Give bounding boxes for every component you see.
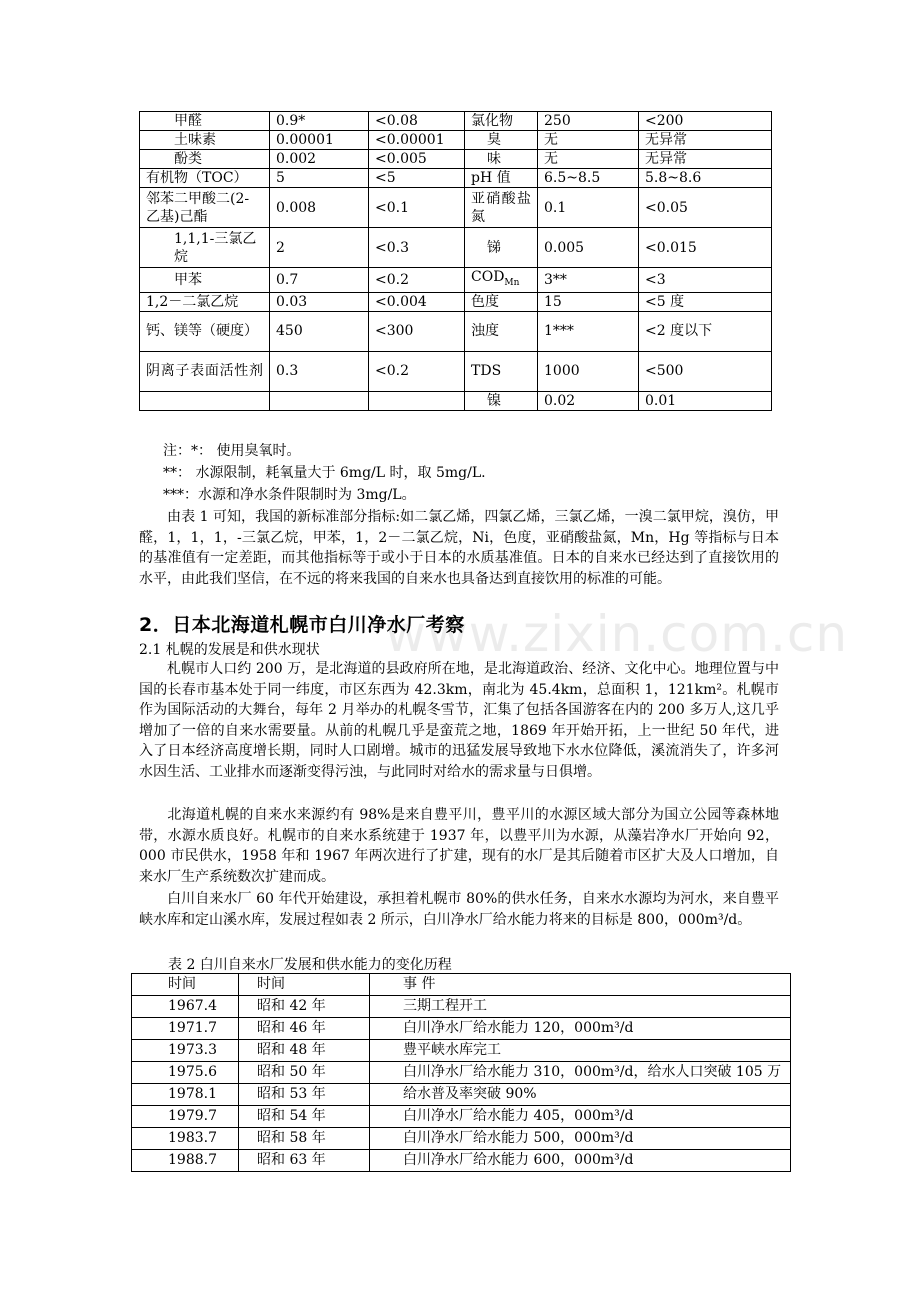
- table-row: [132, 1018, 791, 1040]
- table-row: [132, 1128, 791, 1150]
- water-quality-table: [139, 111, 772, 411]
- paragraph-3: 北海道札幌的自来水来源约有 98%是来自豊平川，豊平川的水源区域大部分为国立公园等森林地带，水源水质良好。札幌市的自来水系统建于 1937 年，以豊平川为水源，从藻岩净水厂开始向 92，000 市民供水，1958 年和 1967 年两次进行了扩建，现有的水厂是其后随着市区扩大及人口增加，自来水厂生产系统数次扩建而成。: [139, 807, 779, 885]
- table-cell: 1,1,1-三氯乙烷: [140, 228, 270, 268]
- table-note-2: **： 水源限制，耗氧量大于 6mg/L 时，取 5mg/L.: [163, 465, 486, 481]
- watermark: www.zixin.com.cn: [385, 605, 849, 663]
- table-cell: 0.00001: [270, 131, 369, 150]
- table-cell: <500: [639, 351, 772, 391]
- table-cell: 1000: [538, 351, 639, 391]
- paragraph-2: 札幌市人口约 200 万，是北海道的县政府所在地，是北海道政治、经济、文化中心。地理位置与中国的长春市基本处于同一纬度，市区东西为 42.3km，南北为 45.4km，总面积 1，121km²。札幌市作为国际活动的大舞台，每年 2 月举办的札幌冬雪节，汇集了包括各国游客在内的 200 多万人,这几乎增加了一倍的自来水需要量。从前的札幌几乎是蛮荒之地，1869 年开始开拓，上一世纪 50 年代，进入了日本经济高度增长期，同时人口剧增。城市的迅猛发展导致地下水水位降低，溪流消失了，许多河水因生活、工业排水而逐渐变得污浊，与此同时对给水的需求量与日俱增。: [139, 661, 779, 780]
- table-cell: 氯化物: [465, 112, 538, 131]
- table-cell: 无: [538, 150, 639, 169]
- table-row: [140, 351, 772, 391]
- table-cell: <5: [369, 169, 465, 188]
- table-cell: 邻苯二甲酸二(2-乙基)己酯: [140, 188, 270, 228]
- table-cell: $COD_{Mn}$: [465, 268, 538, 293]
- table-cell: 15: [538, 292, 639, 311]
- table-cell: 钙、镁等（硬度）: [140, 311, 270, 351]
- table-cell: 白川净水厂给水能力 120，000m³/d: [370, 1018, 791, 1040]
- table-row: [132, 1106, 791, 1128]
- table-cell: 无: [538, 131, 639, 150]
- table-row: [140, 292, 772, 311]
- table-cell: 锑: [465, 228, 538, 268]
- table-cell: <0.1: [369, 188, 465, 228]
- table-cell: 甲苯: [140, 268, 270, 293]
- table-row: [140, 391, 772, 410]
- table-cell: <0.00001: [369, 131, 465, 150]
- table-note-3: ***：水源和净水条件限制时为 3mg/L。: [163, 487, 416, 503]
- table-cell: <0.2: [369, 268, 465, 293]
- table-cell: 1971.7: [132, 1018, 239, 1040]
- table-cell: 1983.7: [132, 1128, 239, 1150]
- table-note-1: 注：*： 使用臭氧时。: [163, 443, 301, 459]
- table-cell: <3: [639, 268, 772, 293]
- table-cell: 镍: [465, 391, 538, 410]
- table-row: [132, 1040, 791, 1062]
- table-cell: 白川净水厂给水能力 405，000m³/d: [370, 1106, 791, 1128]
- history-table: [131, 973, 791, 1172]
- table-row: [140, 188, 772, 228]
- table-row: [140, 169, 772, 188]
- table-cell: <0.004: [369, 292, 465, 311]
- table-cell: <0.2: [369, 351, 465, 391]
- paragraph-4: 白川自来水厂 60 年代开始建设，承担着札幌市 80%的供水任务，自来水水源均为河水，来自豊平峡水库和定山溪水库，发展过程如表 2 所示，白川净水厂给水能力将来的目标是 800，000m³/d。: [139, 891, 779, 928]
- table-cell: 有机物（TOC）: [140, 169, 270, 188]
- table-cell: 豊平峡水库完工: [370, 1040, 791, 1062]
- table-cell: 白川净水厂给水能力 310，000m³/d，给水人口突破 105 万: [370, 1062, 791, 1084]
- table-cell: 浊度: [465, 311, 538, 351]
- table-cell: 1,2－二氯乙烷: [140, 292, 270, 311]
- table-row: [132, 1062, 791, 1084]
- table-cell: 酚类: [140, 150, 270, 169]
- table-cell: [369, 391, 465, 410]
- section-title: 2．日本北海道札幌市白川净水厂考察: [139, 614, 465, 636]
- table-row: [140, 131, 772, 150]
- table-row: [132, 1084, 791, 1106]
- table-cell: 0.02: [538, 391, 639, 410]
- table-cell: 色度: [465, 292, 538, 311]
- table-cell: <0.08: [369, 112, 465, 131]
- table-cell: 3**: [538, 268, 639, 293]
- subsection-title: 2.1 札幌的发展是和供水现状: [139, 642, 320, 658]
- table-cell: 白川净水厂给水能力 500，000m³/d: [370, 1128, 791, 1150]
- table-cell: 阴离子表面活性剂: [140, 351, 270, 391]
- column-header: 时间: [132, 974, 239, 996]
- table-row: [140, 150, 772, 169]
- column-header: 事 件: [370, 974, 791, 996]
- table-cell: 1988.7: [132, 1150, 239, 1172]
- table-cell: 无异常: [639, 150, 772, 169]
- table-cell: <2 度以下: [639, 311, 772, 351]
- table-cell: 臭: [465, 131, 538, 150]
- table-cell: 250: [538, 112, 639, 131]
- table-cell: 2: [270, 228, 369, 268]
- table-cell: 土味素: [140, 131, 270, 150]
- table-cell: 1967.4: [132, 996, 239, 1018]
- table-cell: 0.01: [639, 391, 772, 410]
- table-cell: 0.3: [270, 351, 369, 391]
- table-row: [140, 112, 772, 131]
- table-cell: [140, 391, 270, 410]
- table-cell: 昭和 63 年: [239, 1150, 370, 1172]
- table-cell: 1973.3: [132, 1040, 239, 1062]
- table-cell: 1978.1: [132, 1084, 239, 1106]
- table-cell: 无异常: [639, 131, 772, 150]
- table-cell: pH 值: [465, 169, 538, 188]
- table-row: [132, 996, 791, 1018]
- table-cell: 6.5~8.5: [538, 169, 639, 188]
- table-cell: TDS: [465, 351, 538, 391]
- table-cell: <0.3: [369, 228, 465, 268]
- table-cell: 0.9*: [270, 112, 369, 131]
- table-cell: 亚硝酸盐氮: [465, 188, 538, 228]
- table-row: [140, 228, 772, 268]
- table-cell: 0.008: [270, 188, 369, 228]
- table-cell: 0.7: [270, 268, 369, 293]
- paragraph-1: 由表 1 可知，我国的新标准部分指标:如二氯乙烯，四氯乙烯，三氯乙烯，一溴二氯甲烷，溴仿，甲醛，1，1，1，-三氯乙烷，甲苯，1，2－二氯乙烷，Ni，色度，亚硝酸盐氮，Mn，Hg 等指标与日本的基准值有一定差距，而其他指标等于或小于日本的水质基准值。日本的自来水已经达到了直接饮用的水平，由此我们坚信，在不远的将来我国的自来水也具备达到直接饮用的标准的可能。: [139, 509, 779, 587]
- table-cell: 5: [270, 169, 369, 188]
- table-row: [140, 311, 772, 351]
- table-cell: 1***: [538, 311, 639, 351]
- table-cell: 昭和 58 年: [239, 1128, 370, 1150]
- table-cell: 昭和 48 年: [239, 1040, 370, 1062]
- table-cell: 味: [465, 150, 538, 169]
- table-cell: 甲醛: [140, 112, 270, 131]
- table-cell: 0.005: [538, 228, 639, 268]
- table-cell: <300: [369, 311, 465, 351]
- table-row: [132, 1150, 791, 1172]
- table-cell: 5.8~8.6: [639, 169, 772, 188]
- table-row: [140, 268, 772, 293]
- table-cell: 0.1: [538, 188, 639, 228]
- table-cell: 昭和 50 年: [239, 1062, 370, 1084]
- column-header: 时间: [239, 974, 370, 996]
- table-cell: [270, 391, 369, 410]
- table-cell: 450: [270, 311, 369, 351]
- table-cell: 昭和 53 年: [239, 1084, 370, 1106]
- table-cell: <0.05: [639, 188, 772, 228]
- table-header-row: [132, 974, 791, 996]
- table-cell: <0.015: [639, 228, 772, 268]
- table-cell: 1975.6: [132, 1062, 239, 1084]
- table-cell: 昭和 54 年: [239, 1106, 370, 1128]
- table-cell: 给水普及率突破 90%: [370, 1084, 791, 1106]
- table-cell: 昭和 46 年: [239, 1018, 370, 1040]
- table-cell: 0.03: [270, 292, 369, 311]
- table-cell: <200: [639, 112, 772, 131]
- table-cell: 三期工程开工: [370, 996, 791, 1018]
- table-cell: <5 度: [639, 292, 772, 311]
- table-cell: 白川净水厂给水能力 600，000m³/d: [370, 1150, 791, 1172]
- table-cell: 昭和 42 年: [239, 996, 370, 1018]
- table-cell: 0.002: [270, 150, 369, 169]
- table-cell: 1979.7: [132, 1106, 239, 1128]
- table2-caption: 表 2 白川自来水厂发展和供水能力的变化历程: [168, 957, 452, 973]
- cod-subscript: Mn: [504, 277, 520, 288]
- table-cell: <0.005: [369, 150, 465, 169]
